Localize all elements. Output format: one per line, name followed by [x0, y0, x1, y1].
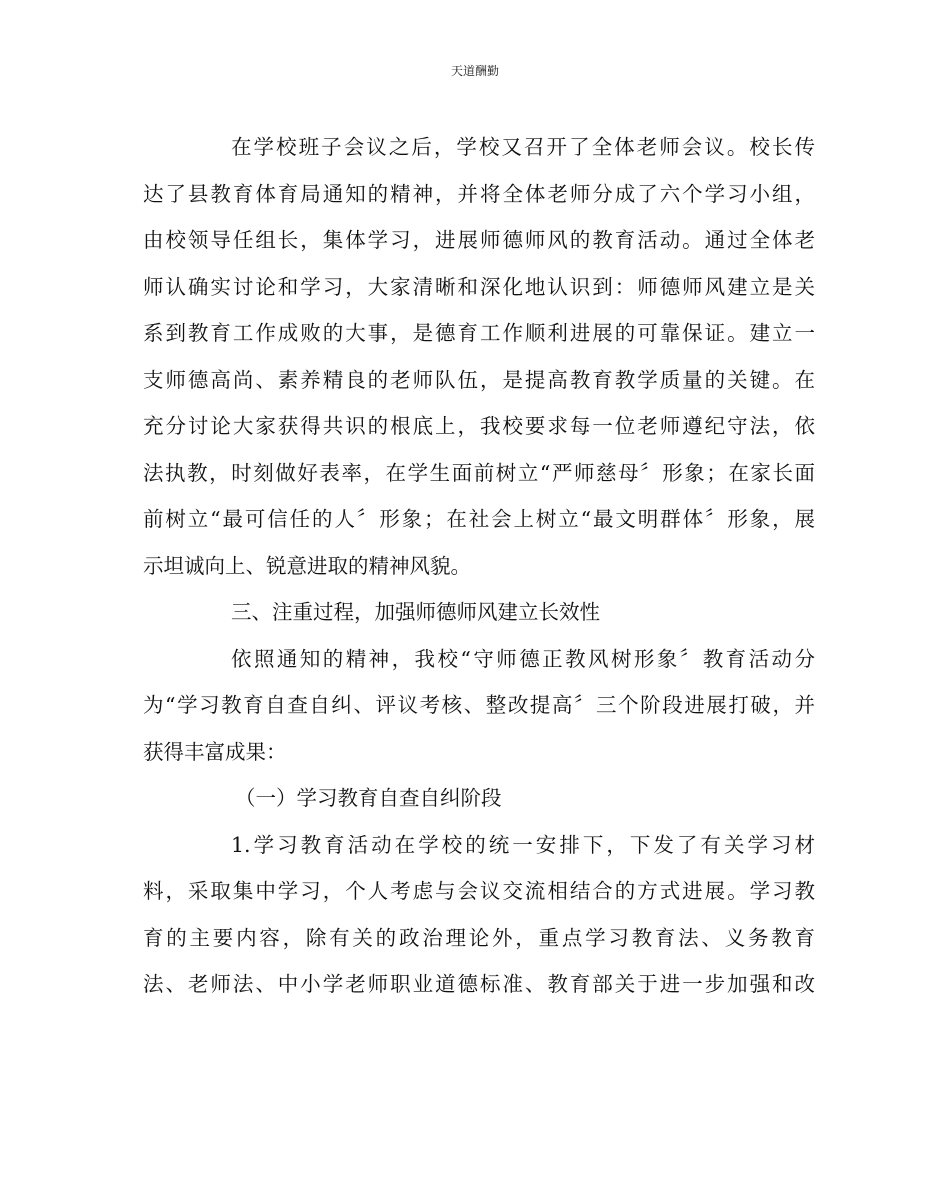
paragraph-line: 法执教，时刻做好表率，在学生面前树立“严师慈母〞形象；在家长面	[143, 460, 815, 485]
section-heading: 三、注重过程，加强师德师风建立长效性	[231, 600, 600, 624]
paragraph-line: 系到教育工作成败的大事，是德育工作顺利进展的可靠保证。建立一	[143, 321, 815, 345]
subsection-heading: （一）学习教育自查自纠阶段	[235, 786, 502, 810]
paragraph-line: 获得丰富成果：	[143, 739, 287, 764]
paragraph-line: 支师德高尚、素养精良的老师队伍，是提高教育教学质量的关键。在	[143, 367, 815, 392]
paragraph-line: 料，采取集中学习，个人考虑与会议交流相结合的方式进展。学习教	[143, 879, 815, 903]
paragraph-line: 1.学习教育活动在学校的统一安排下，下发了有关学习材	[231, 832, 815, 857]
paragraph-line: 依照通知的精神，我校“守师德正教风树形象〞教育活动分	[231, 646, 815, 671]
paragraph-line: 在学校班子会议之后，学校又召开了全体老师会议。校长传	[231, 135, 815, 159]
paragraph-line: 示坦诚向上、锐意进取的精神风貌。	[143, 553, 471, 578]
document-body	[143, 124, 815, 1008]
paragraph-line: 师认确实讨论和学习，大家清晰和深化地认识到：师德师风建立是关	[143, 274, 815, 299]
paragraph-line: 育的主要内容，除有关的政治理论外，重点学习教育法、义务教育	[143, 925, 815, 950]
paragraph-line: 由校领导任组长，集体学习，进展师德师风的教育活动。通过全体老	[143, 228, 815, 252]
page-header: 天道酬勤	[450, 64, 499, 78]
paragraph-line: 法、老师法、中小学老师职业道德标准、教育部关于进一步加强和改	[143, 972, 815, 996]
paragraph-line: 达了县教育体育局通知的精神，并将全体老师分成了六个学习小组，	[143, 181, 815, 206]
paragraph-line: 为“学习教育自查自纠、评议考核、整改提高〞三个阶段进展打破，并	[143, 693, 815, 717]
paragraph-line: 充分讨论大家获得共识的根底上，我校要求每一位老师遵纪守法，依	[143, 414, 815, 438]
paragraph-line: 前树立“最可信任的人〞形象；在社会上树立“最文明群体〞形象，展	[143, 507, 815, 531]
